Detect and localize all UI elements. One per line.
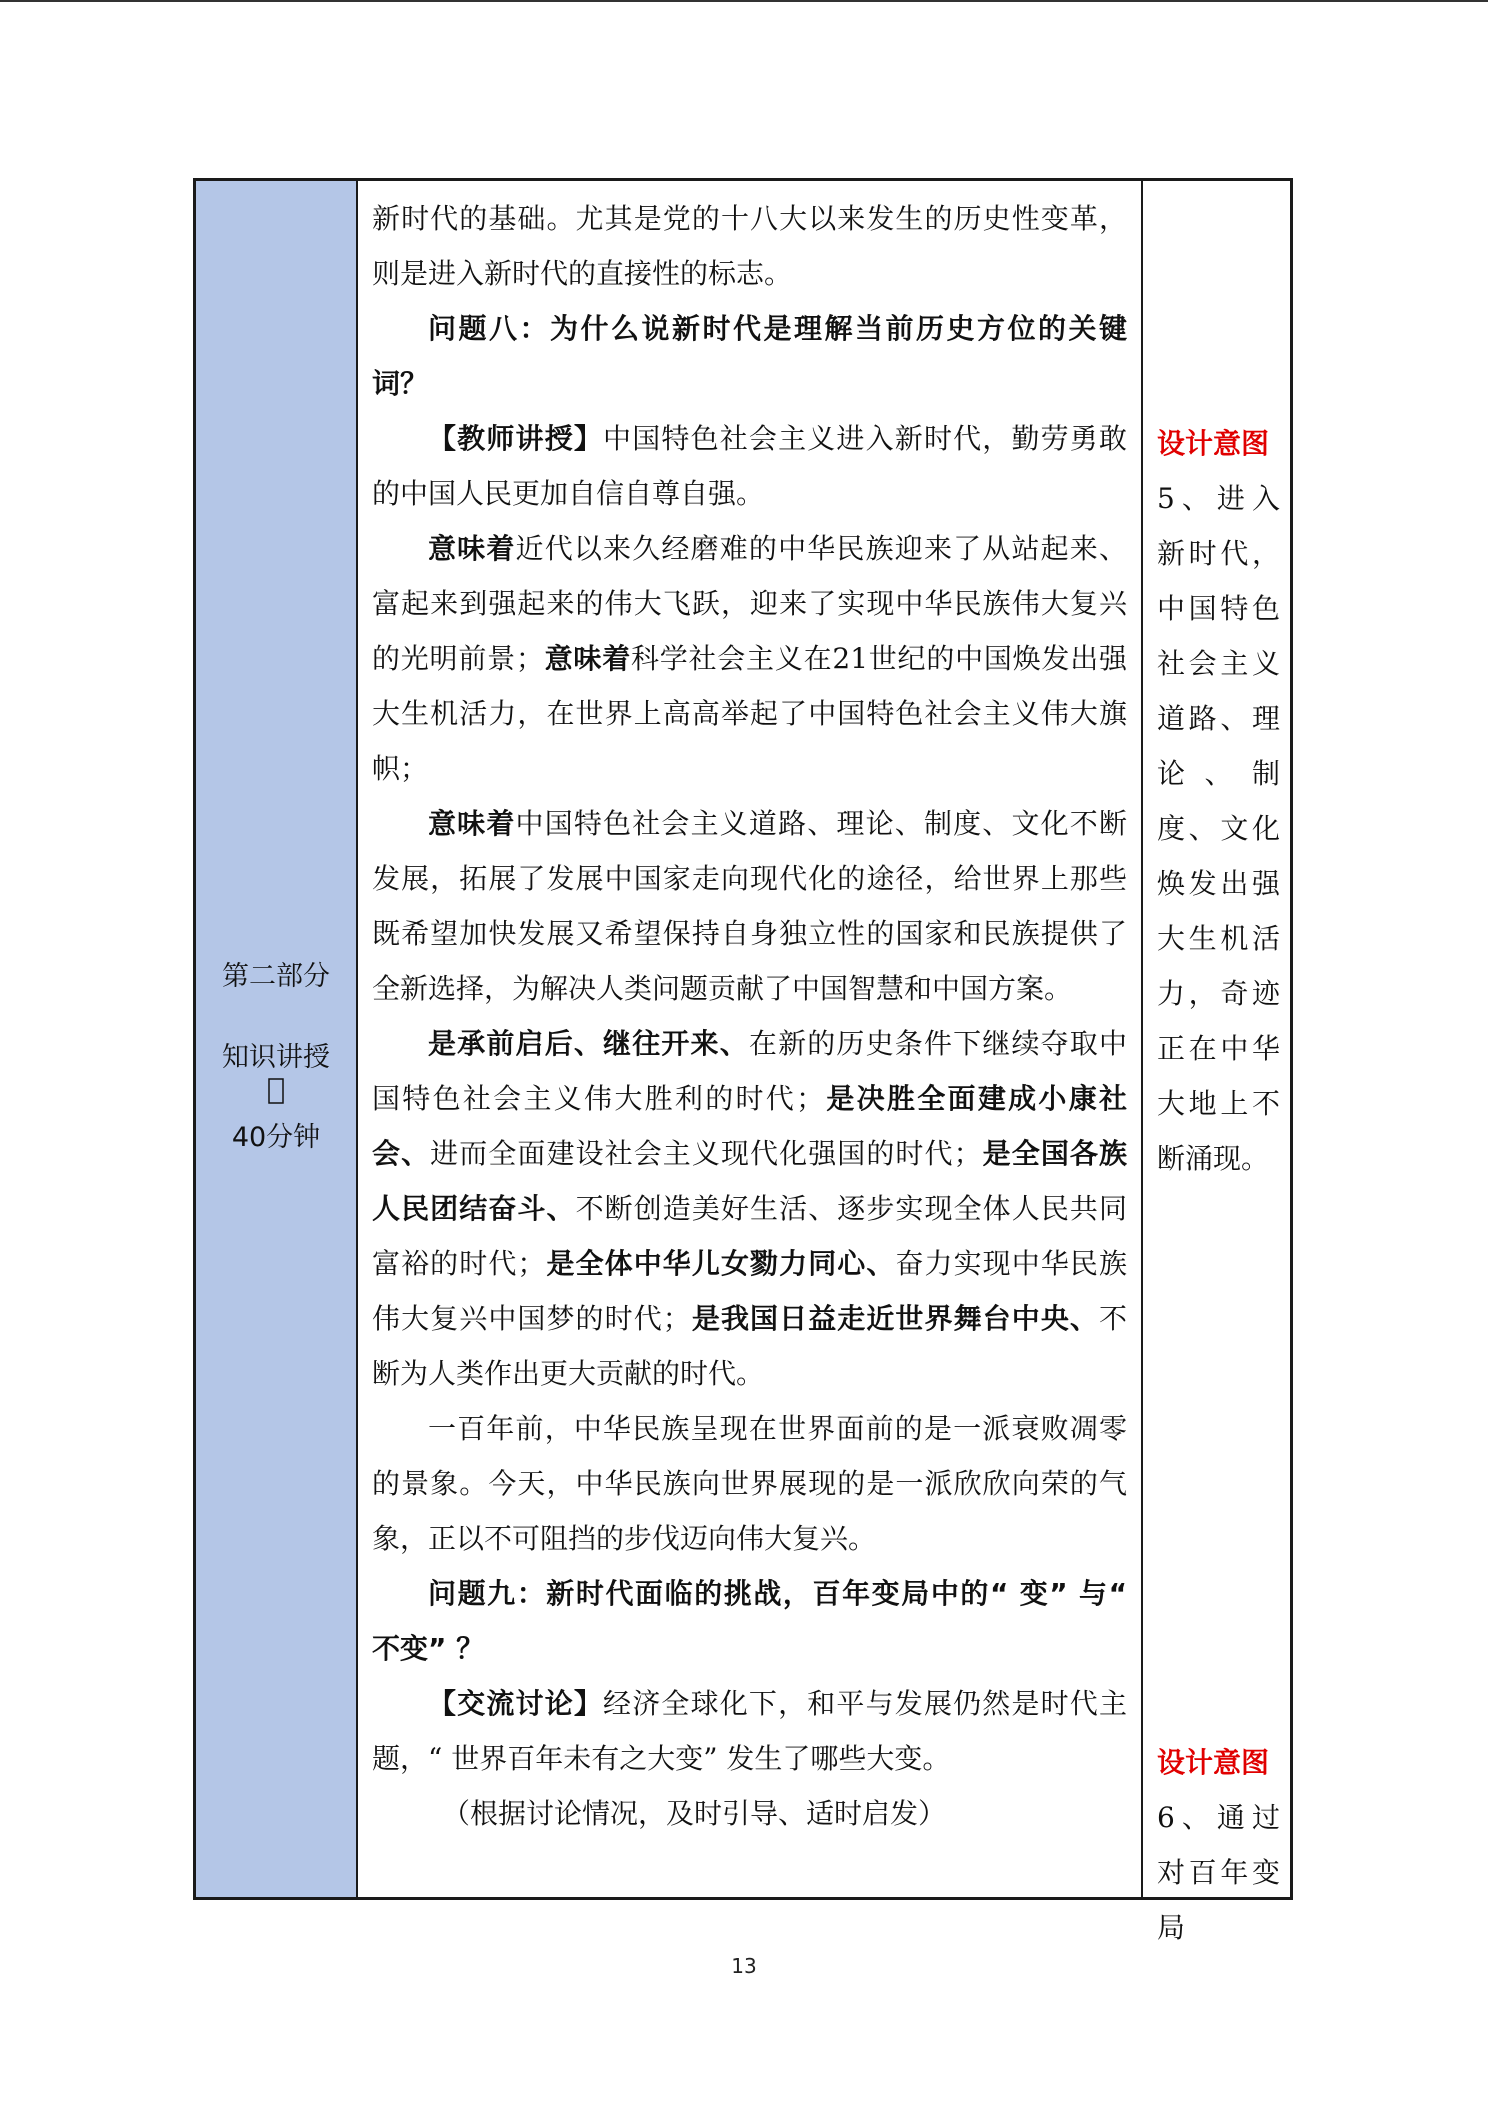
question-8: 问题八：为什么说新时代是理解当前历史方位的关键词？ bbox=[372, 312, 1127, 400]
paragraph: 新时代的基础。尤其是党的十八大以来发生的历史性变革，则是进入新时代的直接性的标志。 bbox=[372, 202, 1127, 290]
emphasis: 意味着 bbox=[428, 532, 516, 565]
paragraph-text: 不断为人类作出更大贡献的时代。 bbox=[372, 1302, 1127, 1390]
paragraph-text: 近代以来久经磨难的中华民族迎来了从站起来、富起来到强起来的伟大飞跃，迎来了实现中华民族伟大复兴的光明前景； bbox=[372, 532, 1127, 675]
emphasis: 意味着 bbox=[543, 642, 631, 675]
placeholder-glyph-icon bbox=[268, 1078, 284, 1111]
section-cell bbox=[196, 181, 358, 1897]
paragraph bbox=[372, 796, 1127, 1016]
content-cell bbox=[358, 181, 1143, 1897]
design-intent-cell bbox=[1143, 181, 1290, 1944]
paragraph-text: 中国特色社会主义道路、理论、制度、文化不断发展，拓展了发展中国家走向现代化的途径，给世界上那些既希望加快发展又希望保持自身独立性的国家和民族提供了全新选择，为解决人类问题贡献了中国智慧和中国方案。 bbox=[372, 807, 1127, 1005]
section-duration: 40分钟 bbox=[231, 1122, 321, 1153]
design-intent-5 bbox=[1157, 416, 1280, 1186]
paragraph-text: 不断创造美好生活、逐步实现全体人民共同富裕的时代； bbox=[372, 1192, 1127, 1280]
lead-label: 【教师讲授】 bbox=[428, 422, 604, 455]
paragraph-text: 在新的历史条件下继续夺取中国特色社会主义伟大胜利的时代； bbox=[372, 1027, 1127, 1115]
paragraph bbox=[372, 521, 1127, 796]
emphasis: 是我国日益走近世界舞台中央、 bbox=[690, 1302, 1099, 1335]
design-intent-6 bbox=[1157, 1735, 1280, 1955]
paragraph bbox=[372, 1016, 1127, 1401]
teaching-note: （根据讨论情况，及时引导、适时启发） bbox=[442, 1797, 947, 1830]
paragraph-text: 中国特色社会主义进入新时代，勤劳勇敢的中国人民更加自信自尊自强。 bbox=[372, 422, 1127, 510]
emphasis: 意味着 bbox=[428, 807, 516, 840]
paragraph-text: 奋力实现中华民族伟大复兴中国梦的时代； bbox=[372, 1247, 1127, 1335]
paragraph-text: 经济全球化下，和平与发展仍然是时代主题，“ 世界百年未有之大变” 发生了哪些大变。 bbox=[372, 1687, 1127, 1775]
emphasis: 是决胜全面建成小康社会、 bbox=[372, 1082, 1127, 1170]
emphasis: 是全体中华儿女勠力同心、 bbox=[545, 1247, 896, 1280]
paragraph bbox=[372, 1676, 1127, 1786]
design-intent-title: 设计意图 bbox=[1157, 427, 1270, 460]
paragraph-text: 科学社会主义在21世纪的中国焕发出强大生机活力，在世界上高高举起了中国特色社会主义伟大旗帜； bbox=[372, 642, 1127, 785]
paragraph-text: 进而全面建设社会主义现代化强国的时代； bbox=[430, 1137, 982, 1170]
section-title: 第二部分 bbox=[222, 961, 330, 992]
emphasis: 是承前启后、继往开来、 bbox=[428, 1027, 749, 1060]
design-intent-title: 设计意图 bbox=[1157, 1746, 1270, 1779]
lead-label: 【交流讨论】 bbox=[428, 1687, 604, 1720]
paragraph bbox=[372, 411, 1127, 521]
design-intent-text: 5、进入新时代，中国特色社会主义道路、理论、制度、文化焕发出强大生机活力，奇迹正在中华大地上不断涌现。 bbox=[1157, 482, 1280, 1175]
question-9: 问题九：新时代面临的挑战，百年变局中的“ 变” 与“ 不变” ？ bbox=[372, 1577, 1127, 1665]
top-rule bbox=[0, 0, 1488, 2]
page-number: 13 bbox=[731, 1954, 757, 1978]
lesson-table bbox=[193, 178, 1293, 1944]
paragraph: 一百年前，中华民族呈现在世界面前的是一派衰败凋零的景象。今天，中华民族向世界展现的是一派欣欣向荣的气象，正以不可阻挡的步伐迈向伟大复兴。 bbox=[372, 1412, 1127, 1555]
design-intent-text: 6、通过对百年变局 bbox=[1157, 1801, 1280, 1944]
section-subtitle: 知识讲授 bbox=[222, 1042, 330, 1073]
emphasis: 是全国各族人民团结奋斗、 bbox=[372, 1137, 1127, 1225]
